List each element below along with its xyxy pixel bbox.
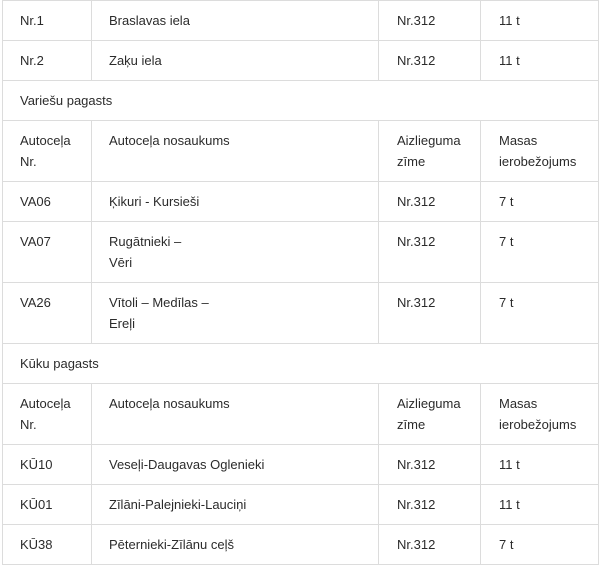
header-cell-road-number: Autoceļa Nr.: [3, 121, 92, 182]
header-cell-mass-limit: Masas ierobežojums: [481, 384, 599, 445]
road-restrictions-table: [2, 0, 599, 565]
header-cell-sign: Aizlieguma zīme: [379, 384, 481, 445]
cell-mass-limit: 11 t: [481, 1, 599, 41]
section-row: [3, 344, 599, 384]
header-row: [3, 384, 599, 445]
section-title: Kūku pagasts: [3, 344, 599, 384]
cell-road-number: Nr.1: [3, 1, 92, 41]
table-row: [3, 1, 599, 41]
cell-road-number: KŪ10: [3, 445, 92, 485]
table-row: [3, 485, 599, 525]
cell-mass-limit: 7 t: [481, 182, 599, 222]
table-row: [3, 283, 599, 344]
cell-mass-limit: 11 t: [481, 485, 599, 525]
cell-road-number: VA07: [3, 222, 92, 283]
cell-road-number: VA06: [3, 182, 92, 222]
cell-mass-limit: 7 t: [481, 525, 599, 565]
header-cell-road-number: Autoceļa Nr.: [3, 384, 92, 445]
cell-sign: Nr.312: [379, 485, 481, 525]
table-row: [3, 222, 599, 283]
cell-road-number: KŪ38: [3, 525, 92, 565]
cell-road-name: Pēternieki-Zīlānu ceļš: [92, 525, 379, 565]
section-title: Variešu pagasts: [3, 81, 599, 121]
cell-sign: Nr.312: [379, 222, 481, 283]
cell-sign: Nr.312: [379, 445, 481, 485]
header-cell-sign: Aizlieguma zīme: [379, 121, 481, 182]
table-body: [3, 1, 599, 565]
table-row: [3, 182, 599, 222]
cell-road-number: Nr.2: [3, 41, 92, 81]
cell-sign: Nr.312: [379, 1, 481, 41]
cell-sign: Nr.312: [379, 525, 481, 565]
cell-mass-limit: 11 t: [481, 445, 599, 485]
header-cell-road-name: Autoceļa nosaukums: [92, 384, 379, 445]
cell-road-name: Rugātnieki – Vēri: [92, 222, 379, 283]
cell-mass-limit: 7 t: [481, 222, 599, 283]
cell-road-name: Veseļi-Daugavas Oglenieki: [92, 445, 379, 485]
table-row: [3, 41, 599, 81]
header-row: [3, 121, 599, 182]
cell-sign: Nr.312: [379, 182, 481, 222]
cell-mass-limit: 11 t: [481, 41, 599, 81]
header-cell-road-name: Autoceļa nosaukums: [92, 121, 379, 182]
cell-road-name: Zīlāni-Palejnieki-Lauciņi: [92, 485, 379, 525]
cell-road-name: Zaķu iela: [92, 41, 379, 81]
header-cell-mass-limit: Masas ierobežojums: [481, 121, 599, 182]
cell-road-number: VA26: [3, 283, 92, 344]
cell-road-name: Ķikuri - Kursieši: [92, 182, 379, 222]
table-row: [3, 445, 599, 485]
table-row: [3, 525, 599, 565]
cell-road-number: KŪ01: [3, 485, 92, 525]
cell-sign: Nr.312: [379, 41, 481, 81]
section-row: [3, 81, 599, 121]
cell-sign: Nr.312: [379, 283, 481, 344]
cell-road-name: Vītoli – Medīlas – Ereļi: [92, 283, 379, 344]
cell-mass-limit: 7 t: [481, 283, 599, 344]
cell-road-name: Braslavas iela: [92, 1, 379, 41]
